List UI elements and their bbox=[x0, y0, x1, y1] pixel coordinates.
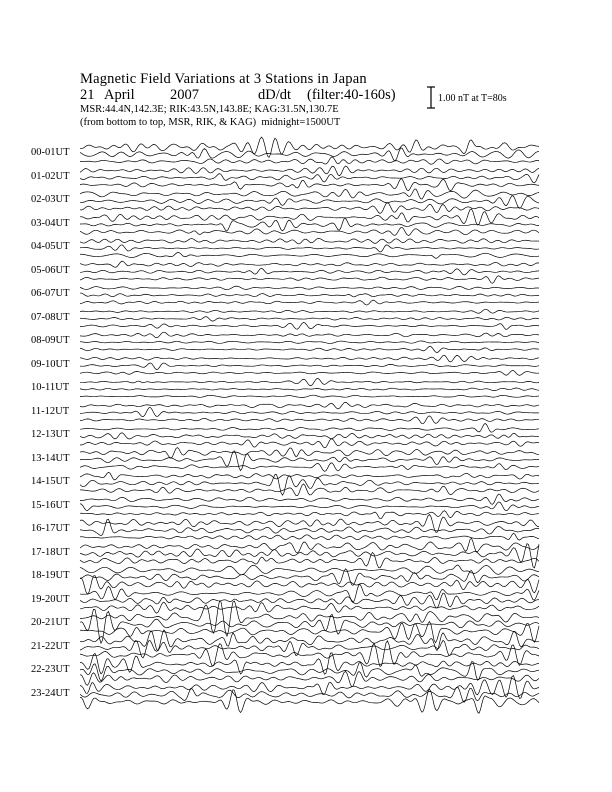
trace-11-12UT-MSR bbox=[80, 416, 539, 424]
row-label-20-21UT: 20-21UT bbox=[31, 617, 70, 628]
row-label-05-06UT: 05-06UT bbox=[31, 264, 70, 276]
trace-10-11UT-MSR bbox=[80, 395, 539, 397]
trace-13-14UT-KAG bbox=[80, 448, 539, 458]
row-label-17-18UT: 17-18UT bbox=[31, 546, 70, 558]
trace-04-05UT-RIK bbox=[80, 245, 539, 252]
trace-09-10UT-RIK bbox=[80, 363, 539, 370]
trace-06-07UT-KAG bbox=[80, 286, 539, 290]
trace-11-12UT-RIK bbox=[80, 408, 539, 417]
row-label-04-05UT: 04-05UT bbox=[31, 241, 70, 252]
trace-10-11UT-RIK bbox=[80, 388, 539, 391]
trace-14-15UT-KAG bbox=[80, 472, 539, 480]
trace-00-01UT-KAG bbox=[80, 137, 539, 157]
row-label-15-16UT: 15-16UT bbox=[31, 499, 70, 511]
trace-07-08UT-KAG bbox=[80, 309, 539, 313]
trace-08-09UT-MSR bbox=[80, 346, 539, 352]
trace-01-02UT-MSR bbox=[80, 179, 539, 191]
trace-08-09UT-KAG bbox=[80, 332, 539, 338]
trace-12-13UT-MSR bbox=[80, 439, 539, 448]
trace-08-09UT-RIK bbox=[80, 341, 539, 343]
row-label-22-23UT: 22-23UT bbox=[31, 664, 70, 675]
row-label-10-11UT: 10-11UT bbox=[31, 382, 70, 393]
trace-23-24UT-MSR bbox=[80, 689, 539, 713]
row-label-11-12UT: 11-12UT bbox=[31, 405, 70, 417]
trace-01-02UT-KAG bbox=[80, 166, 539, 176]
trace-13-14UT-MSR bbox=[80, 463, 539, 472]
trace-15-16UT-KAG bbox=[80, 494, 539, 504]
trace-16-17UT-RIK bbox=[80, 519, 539, 535]
trace-20-21UT-RIK bbox=[80, 609, 539, 643]
station-coordinates: MSR:44.4N,142.3E; RIK:43.5N,143.8E; KAG:31.5N,130.7E bbox=[80, 104, 339, 115]
trace-05-06UT-MSR bbox=[80, 276, 539, 284]
trace-06-07UT-RIK bbox=[80, 293, 539, 297]
row-label-19-20UT: 19-20UT bbox=[31, 593, 70, 605]
row-label-09-10UT: 09-10UT bbox=[31, 358, 70, 370]
trace-12-13UT-KAG bbox=[80, 423, 539, 432]
row-label-13-14UT: 13-14UT bbox=[31, 452, 70, 464]
trace-02-03UT-KAG bbox=[80, 189, 539, 199]
trace-18-19UT-KAG bbox=[80, 565, 539, 575]
date-month: April bbox=[104, 87, 135, 103]
row-label-08-09UT: 08-09UT bbox=[31, 335, 70, 346]
row-label-18-19UT: 18-19UT bbox=[31, 570, 70, 581]
trace-09-10UT-KAG bbox=[80, 355, 539, 362]
trace-06-07UT-MSR bbox=[80, 300, 539, 305]
trace-17-18UT-KAG bbox=[80, 538, 539, 553]
order-note-text: (from bottom to top, MSR, RIK, & KAG) bbox=[80, 117, 257, 128]
trace-15-16UT-MSR bbox=[80, 511, 539, 519]
trace-17-18UT-RIK bbox=[80, 544, 539, 568]
trace-23-24UT-RIK bbox=[80, 687, 539, 702]
trace-02-03UT-MSR bbox=[80, 203, 539, 214]
trace-04-05UT-MSR bbox=[80, 253, 539, 259]
row-label-12-13UT: 12-13UT bbox=[31, 429, 70, 440]
row-label-01-02UT: 01-02UT bbox=[31, 170, 70, 182]
trace-05-06UT-KAG bbox=[80, 261, 539, 267]
trace-14-15UT-MSR bbox=[80, 484, 539, 496]
trace-12-13UT-RIK bbox=[80, 433, 539, 439]
trace-07-08UT-RIK bbox=[80, 317, 539, 321]
trace-07-08UT-MSR bbox=[80, 322, 539, 329]
row-label-03-04UT: 03-04UT bbox=[31, 217, 70, 229]
trace-10-11UT-KAG bbox=[80, 379, 539, 386]
row-label-00-01UT: 00-01UT bbox=[31, 147, 70, 158]
row-label-21-22UT: 21-22UT bbox=[31, 640, 70, 652]
scale-bar bbox=[427, 87, 435, 108]
scale-label: 1.00 nT at T=80s bbox=[438, 93, 507, 104]
row-label-23-24UT: 23-24UT bbox=[31, 687, 70, 699]
trace-18-19UT-MSR bbox=[80, 576, 539, 595]
trace-14-15UT-RIK bbox=[80, 474, 539, 495]
trace-19-20UT-MSR bbox=[80, 602, 539, 613]
trace-02-03UT-RIK bbox=[80, 196, 539, 209]
filter-label: (filter:40-160s) bbox=[307, 87, 396, 103]
trace-03-04UT-MSR bbox=[80, 227, 539, 235]
trace-00-01UT-MSR bbox=[80, 157, 539, 164]
trace-15-16UT-RIK bbox=[80, 502, 539, 511]
trace-09-10UT-MSR bbox=[80, 371, 539, 376]
component-label: dD/dt bbox=[258, 87, 292, 103]
trace-01-02UT-RIK bbox=[80, 174, 539, 183]
row-label-02-03UT: 02-03UT bbox=[31, 194, 70, 205]
trace-03-04UT-KAG bbox=[80, 209, 539, 225]
row-label-07-08UT: 07-08UT bbox=[31, 311, 70, 323]
traces bbox=[80, 137, 539, 713]
trace-17-18UT-MSR bbox=[80, 552, 539, 567]
row-label-06-07UT: 06-07UT bbox=[31, 288, 70, 299]
row-label-14-15UT: 14-15UT bbox=[31, 476, 70, 487]
date-day: 21 bbox=[80, 87, 95, 103]
chart-title: Magnetic Field Variations at 3 Stations in Japan bbox=[80, 71, 367, 87]
trace-05-06UT-RIK bbox=[80, 268, 539, 275]
midnight-note: midnight=1500UT bbox=[261, 117, 341, 128]
row-label-16-17UT: 16-17UT bbox=[31, 523, 70, 534]
trace-18-19UT-RIK bbox=[80, 569, 539, 586]
date-year: 2007 bbox=[170, 87, 199, 103]
trace-04-05UT-KAG bbox=[80, 238, 539, 244]
trace-22-23UT-MSR bbox=[80, 671, 539, 686]
